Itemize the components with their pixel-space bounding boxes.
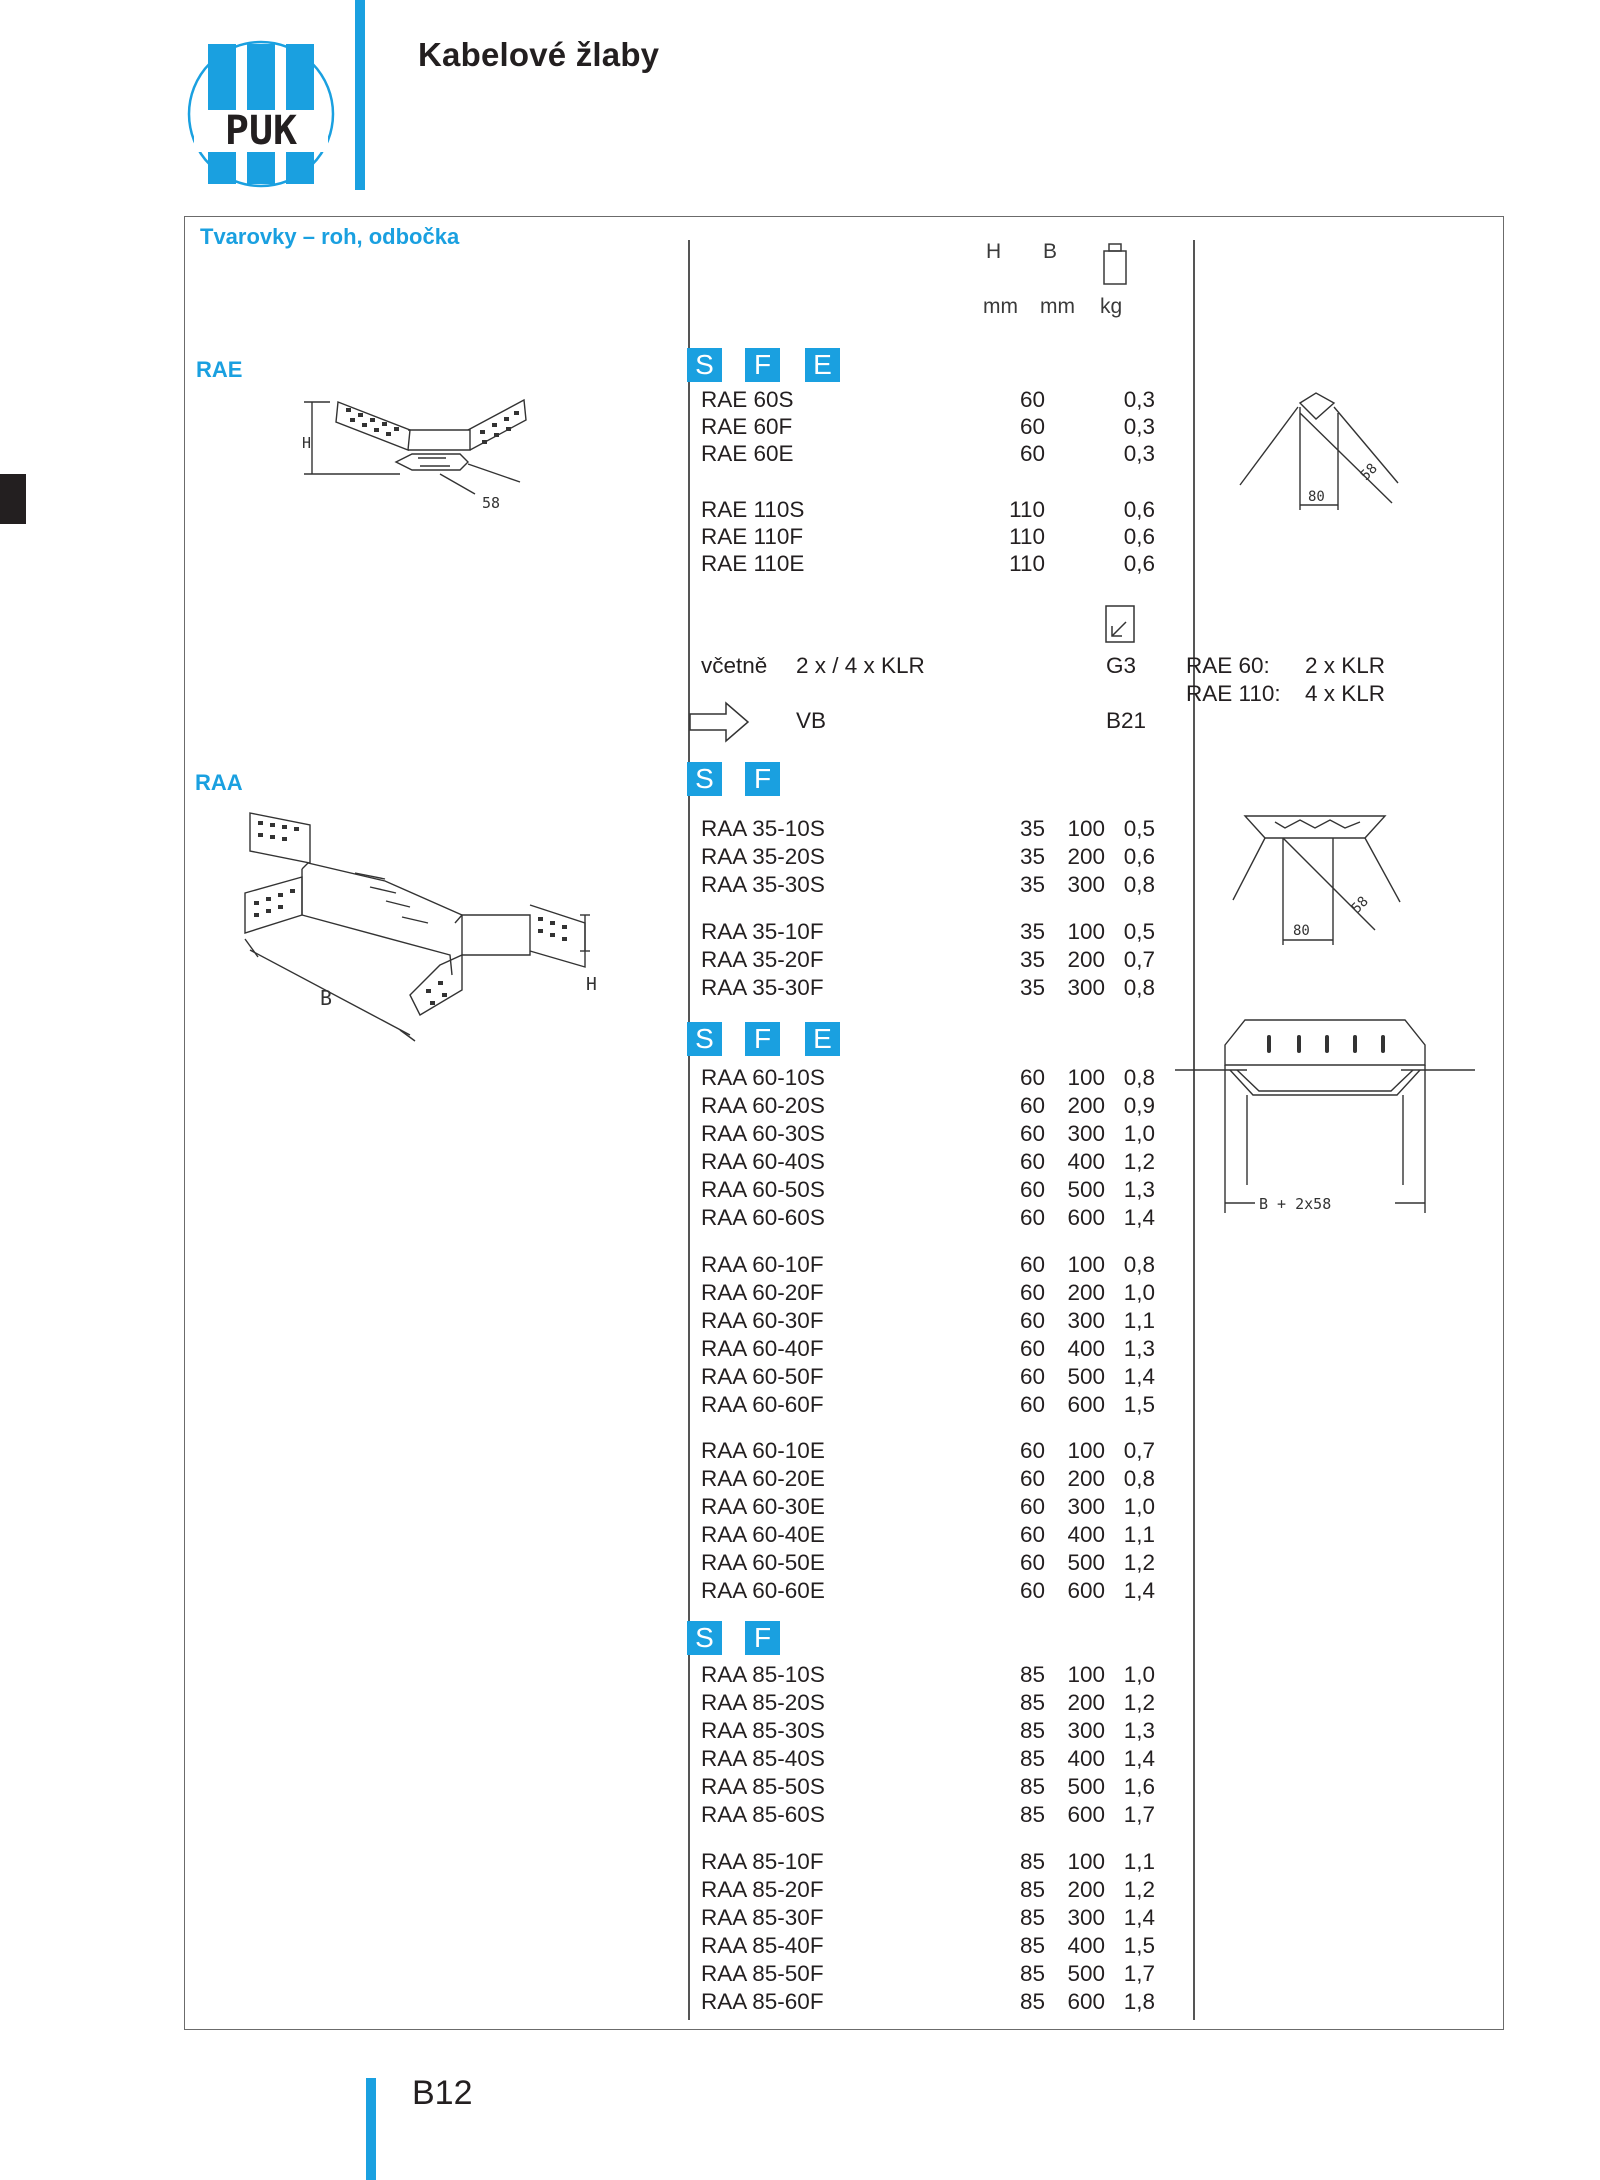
product-code: RAA 60-10S — [701, 1065, 825, 1090]
rae-h-dim: H — [302, 434, 312, 452]
weight-value: 1,7 — [1123, 1802, 1155, 1827]
width-value: 300 — [1067, 1121, 1105, 1146]
height-value: 85 — [1019, 1849, 1045, 1874]
width-value: 600 — [1067, 1205, 1105, 1230]
product-code: RAA 85-40S — [701, 1746, 825, 1771]
width-value: 200 — [1067, 947, 1105, 972]
weight-value: 0,6 — [1123, 497, 1155, 522]
product-code: RAA 60-20E — [701, 1466, 825, 1491]
width-value: 100 — [1067, 1438, 1105, 1463]
height-value: 85 — [1019, 1905, 1045, 1930]
height-value: 60 — [1019, 1121, 1045, 1146]
width-value: 300 — [1067, 975, 1105, 1000]
weight-value: 1,3 — [1123, 1336, 1155, 1361]
rae-58-dim: 58 — [482, 494, 501, 512]
product-code: RAA 60-60F — [701, 1392, 824, 1417]
width-value: 500 — [1067, 1177, 1105, 1202]
rae-label: RAE — [196, 357, 243, 382]
product-code: RAA 35-30S — [701, 872, 825, 897]
weight-value: 0,8 — [1123, 872, 1155, 897]
product-code: RAE 110F — [701, 524, 804, 549]
column-h-header: H — [986, 240, 1002, 263]
weight-value: 0,5 — [1123, 919, 1155, 944]
width-value: 400 — [1067, 1336, 1105, 1361]
product-code: RAA 35-20S — [701, 844, 825, 869]
height-value: 60 — [1019, 1438, 1045, 1463]
product-code: RAE 60F — [701, 414, 793, 439]
width-value: 400 — [1067, 1522, 1105, 1547]
height-value: 60 — [1019, 1336, 1045, 1361]
width-value: 200 — [1067, 1877, 1105, 1902]
variant-badge: E — [805, 1022, 840, 1056]
width-value: 200 — [1067, 1690, 1105, 1715]
width-value: 100 — [1067, 816, 1105, 841]
product-code: RAA 60-40F — [701, 1336, 824, 1361]
unit-kg: kg — [1100, 295, 1123, 318]
weight-value: 1,4 — [1123, 1746, 1155, 1771]
width-value: 500 — [1067, 1550, 1105, 1575]
variant-badge: S — [687, 1621, 722, 1655]
dim-80: 80 — [1308, 489, 1325, 505]
height-value: 60 — [1019, 1308, 1045, 1333]
weight-value: 1,7 — [1123, 1961, 1155, 1986]
g3-ref: G3 — [1106, 653, 1137, 678]
width-value: 300 — [1067, 1905, 1105, 1930]
height-value: 60 — [1019, 1494, 1045, 1519]
weight-value: 0,7 — [1123, 1438, 1155, 1463]
width-value: 500 — [1067, 1364, 1105, 1389]
product-code: RAA 60-50S — [701, 1177, 825, 1202]
product-code: RAA 35-30F — [701, 975, 824, 1000]
height-value: 35 — [1019, 872, 1045, 897]
weight-value: 1,4 — [1123, 1364, 1155, 1389]
variant-badge: S — [687, 1022, 722, 1056]
product-code: RAE 110S — [701, 497, 805, 522]
unit-mm: mm — [983, 295, 1018, 318]
height-value: 60 — [1019, 1177, 1045, 1202]
including-text: včetně — [701, 653, 768, 678]
weight-value: 1,0 — [1123, 1494, 1155, 1519]
klr-text: 2 x / 4 x KLR — [796, 653, 925, 678]
variant-badge: F — [745, 348, 780, 382]
rae-corner-plan-drawing — [1230, 385, 1410, 525]
dim-80: 80 — [1293, 923, 1310, 939]
variant-badge: F — [745, 762, 780, 796]
weight-value: 0,3 — [1123, 441, 1155, 466]
height-value: 60 — [1019, 1392, 1045, 1417]
height-value: 85 — [1019, 1690, 1045, 1715]
column-divider — [688, 240, 690, 2020]
height-value: 85 — [1019, 1877, 1045, 1902]
height-value: 60 — [1019, 1550, 1045, 1575]
weight-value: 1,6 — [1123, 1774, 1155, 1799]
height-value: 85 — [1019, 1746, 1045, 1771]
rae60-note-value: 2 x KLR — [1305, 653, 1386, 678]
weight-value: 1,4 — [1123, 1205, 1155, 1230]
product-code: RAA 85-60F — [701, 1989, 824, 2014]
width-value: 400 — [1067, 1746, 1105, 1771]
product-code: RAA 60-60S — [701, 1205, 825, 1230]
product-code: RAA 85-30F — [701, 1905, 824, 1930]
height-value: 85 — [1019, 1961, 1045, 1986]
rae110-note-value: 4 x KLR — [1305, 681, 1386, 706]
chapter-tab — [0, 474, 26, 524]
width-value: 300 — [1067, 1308, 1105, 1333]
raa-h-dim: H — [586, 974, 597, 995]
product-code: RAA 60-30S — [701, 1121, 825, 1146]
header-accent-bar — [355, 0, 365, 190]
width-value: 300 — [1067, 1718, 1105, 1743]
height-value: 60 — [1019, 1364, 1045, 1389]
weight-value: 0,7 — [1123, 947, 1155, 972]
width-value: 600 — [1067, 1578, 1105, 1603]
height-value: 35 — [1019, 816, 1045, 841]
product-code: RAA 85-50F — [701, 1961, 824, 1986]
height-value: 60 — [1019, 1093, 1045, 1118]
product-code: RAA 85-20F — [701, 1877, 824, 1902]
logo-text: PUK — [224, 108, 298, 154]
dim-58: 58 — [1348, 893, 1372, 917]
weight-value: 0,5 — [1123, 816, 1155, 841]
product-code: RAA 85-30S — [701, 1718, 825, 1743]
weight-value: 0,6 — [1123, 551, 1155, 576]
rae60-note-label: RAE 60: — [1186, 653, 1270, 678]
width-value: 200 — [1067, 1466, 1105, 1491]
height-value: 110 — [1009, 497, 1045, 522]
width-value: 500 — [1067, 1961, 1105, 1986]
product-code: RAA 60-50F — [701, 1364, 824, 1389]
width-value: 600 — [1067, 1392, 1105, 1417]
height-value: 60 — [1019, 1280, 1045, 1305]
width-value: 600 — [1067, 1802, 1105, 1827]
weight-value: 1,8 — [1123, 1989, 1155, 2014]
weight-value: 1,0 — [1123, 1280, 1155, 1305]
weight-value: 0,8 — [1123, 1466, 1155, 1491]
variant-badge: E — [805, 348, 840, 382]
height-value: 85 — [1019, 1933, 1045, 1958]
weight-value: 0,8 — [1123, 975, 1155, 1000]
height-value: 85 — [1019, 1718, 1045, 1743]
weight-value: 1,2 — [1123, 1149, 1155, 1174]
product-code: RAE 60S — [701, 387, 794, 412]
weight-value: 0,3 — [1123, 414, 1155, 439]
weight-value: 1,1 — [1123, 1849, 1155, 1874]
height-value: 60 — [1019, 1466, 1045, 1491]
variant-badge: S — [687, 348, 722, 382]
height-value: 110 — [1009, 524, 1045, 549]
rae-drawing — [300, 390, 540, 515]
unit-mm: mm — [1040, 295, 1075, 318]
weight-value: 1,2 — [1123, 1550, 1155, 1575]
weight-value: 1,1 — [1123, 1522, 1155, 1547]
weight-value: 1,5 — [1123, 1933, 1155, 1958]
height-value: 85 — [1019, 1662, 1045, 1687]
product-code: RAA 60-40E — [701, 1522, 825, 1547]
weight-value: 1,3 — [1123, 1177, 1155, 1202]
variant-badge: S — [687, 762, 722, 796]
product-code: RAA 60-60E — [701, 1578, 825, 1603]
raa-label: RAA — [195, 770, 243, 795]
weight-value: 0,8 — [1123, 1065, 1155, 1090]
raa-corner-plan-drawing — [1225, 810, 1410, 955]
product-code: RAA 60-20F — [701, 1280, 824, 1305]
height-value: 60 — [1019, 1205, 1045, 1230]
width-dim: B + 2x58 — [1259, 1195, 1332, 1213]
height-value: 60 — [1019, 1578, 1045, 1603]
height-value: 85 — [1019, 1802, 1045, 1827]
height-value: 60 — [1019, 1065, 1045, 1090]
width-value: 100 — [1067, 1849, 1105, 1874]
dim-58: 58 — [1357, 460, 1381, 484]
weight-value: 1,5 — [1123, 1392, 1155, 1417]
width-value: 400 — [1067, 1933, 1105, 1958]
height-value: 60 — [1019, 1149, 1045, 1174]
weight-value: 0,6 — [1123, 844, 1155, 869]
height-value: 60 — [1019, 1252, 1045, 1277]
weight-value: 1,2 — [1123, 1877, 1155, 1902]
height-value: 35 — [1019, 947, 1045, 972]
weight-value: 1,1 — [1123, 1308, 1155, 1333]
product-code: RAA 85-60S — [701, 1802, 825, 1827]
product-code: RAA 85-10S — [701, 1662, 825, 1687]
variant-badge: F — [745, 1621, 780, 1655]
product-code: RAA 85-40F — [701, 1933, 824, 1958]
weight-value: 0,6 — [1123, 524, 1155, 549]
product-code: RAA 60-30E — [701, 1494, 825, 1519]
height-value: 85 — [1019, 1774, 1045, 1799]
product-code: RAA 60-10E — [701, 1438, 825, 1463]
product-code: RAA 60-20S — [701, 1093, 825, 1118]
section-title: Tvarovky – roh, odbočka — [200, 224, 460, 249]
weight-icon — [1100, 240, 1130, 288]
raa-b-dim: B — [320, 986, 333, 1010]
puk-logo — [186, 36, 336, 192]
b21-ref: B21 — [1106, 708, 1147, 733]
raa-tee-plan-drawing — [1175, 1015, 1475, 1230]
footer-accent-bar — [366, 2078, 376, 2180]
width-value: 500 — [1067, 1774, 1105, 1799]
product-code: RAA 85-10F — [701, 1849, 824, 1874]
product-code: RAA 60-50E — [701, 1550, 825, 1575]
product-code: RAA 85-50S — [701, 1774, 825, 1799]
product-code: RAA 60-30F — [701, 1308, 824, 1333]
product-code: RAA 85-20S — [701, 1690, 825, 1715]
width-value: 600 — [1067, 1989, 1105, 2014]
height-value: 35 — [1019, 975, 1045, 1000]
vb-text: VB — [796, 708, 827, 733]
product-code: RAA 60-10F — [701, 1252, 824, 1277]
product-code: RAA 35-10F — [701, 919, 824, 944]
weight-value: 1,0 — [1123, 1121, 1155, 1146]
height-value: 60 — [1019, 414, 1045, 439]
product-code: RAA 35-10S — [701, 816, 825, 841]
width-value: 300 — [1067, 1494, 1105, 1519]
arrow-right-icon — [688, 700, 752, 744]
width-value: 300 — [1067, 872, 1105, 897]
product-code: RAA 60-40S — [701, 1149, 825, 1174]
weight-value: 1,3 — [1123, 1718, 1155, 1743]
weight-value: 1,4 — [1123, 1578, 1155, 1603]
height-value: 35 — [1019, 844, 1045, 869]
weight-value: 1,0 — [1123, 1662, 1155, 1687]
width-value: 200 — [1067, 1093, 1105, 1118]
variant-badge: F — [745, 1022, 780, 1056]
width-value: 200 — [1067, 844, 1105, 869]
width-value: 100 — [1067, 1252, 1105, 1277]
width-value: 400 — [1067, 1149, 1105, 1174]
weight-value: 1,4 — [1123, 1905, 1155, 1930]
height-value: 60 — [1019, 387, 1045, 412]
weight-value: 0,3 — [1123, 387, 1155, 412]
height-value: 60 — [1019, 1522, 1045, 1547]
height-value: 35 — [1019, 919, 1045, 944]
height-value: 110 — [1009, 551, 1045, 576]
width-value: 100 — [1067, 1662, 1105, 1687]
page-title: Kabelové žlaby — [418, 36, 660, 73]
height-value: 60 — [1019, 441, 1045, 466]
page-number: B12 — [412, 2074, 473, 2112]
width-value: 200 — [1067, 1280, 1105, 1305]
weight-value: 0,8 — [1123, 1252, 1155, 1277]
column-b-header: B — [1043, 240, 1058, 263]
height-value: 85 — [1019, 1989, 1045, 2014]
product-code: RAA 35-20F — [701, 947, 824, 972]
weight-value: 0,9 — [1123, 1093, 1155, 1118]
screw-set-icon — [1102, 602, 1138, 646]
width-value: 100 — [1067, 1065, 1105, 1090]
width-value: 100 — [1067, 919, 1105, 944]
product-code: RAE 60E — [701, 441, 794, 466]
raa-drawing — [240, 805, 595, 1050]
weight-value: 1,2 — [1123, 1690, 1155, 1715]
product-code: RAE 110E — [701, 551, 805, 576]
rae110-note-label: RAE 110: — [1186, 681, 1281, 706]
